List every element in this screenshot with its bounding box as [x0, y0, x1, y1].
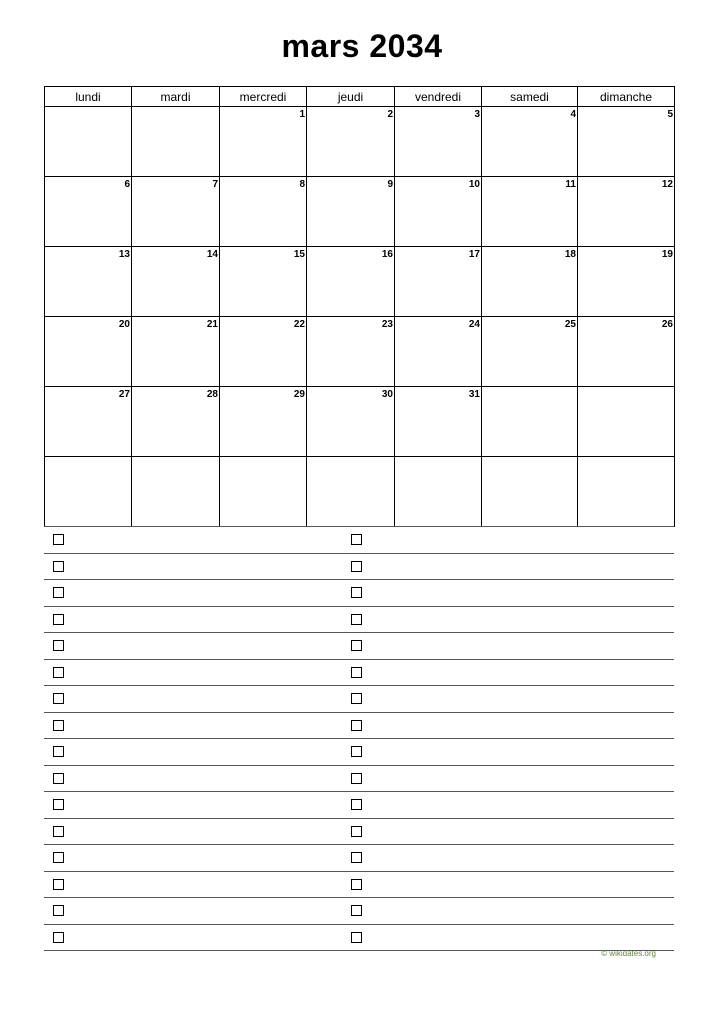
checkbox-icon[interactable]: [53, 667, 64, 678]
weekday-header-dimanche: dimanche: [578, 87, 675, 107]
checkbox-icon[interactable]: [351, 587, 362, 598]
checkbox-icon[interactable]: [351, 826, 362, 837]
day-cell[interactable]: 24: [395, 317, 482, 387]
checkbox-icon[interactable]: [53, 534, 64, 545]
todo-row: [44, 554, 674, 581]
week-row: [45, 107, 675, 177]
week-row: [45, 387, 675, 457]
day-cell[interactable]: 9: [307, 177, 395, 247]
day-cell[interactable]: 22: [220, 317, 307, 387]
day-cell[interactable]: [482, 387, 578, 457]
checkbox-icon[interactable]: [53, 932, 64, 943]
todo-row: [44, 580, 674, 607]
checkbox-icon[interactable]: [53, 773, 64, 784]
day-cell[interactable]: 28: [132, 387, 220, 457]
week-row: [45, 247, 675, 317]
day-cell[interactable]: 6: [45, 177, 132, 247]
todo-row: [44, 607, 674, 634]
day-cell[interactable]: [220, 457, 307, 527]
day-cell[interactable]: 13: [45, 247, 132, 317]
todo-list: [44, 526, 674, 951]
day-cell[interactable]: 4: [482, 107, 578, 177]
day-cell[interactable]: 26: [578, 317, 675, 387]
day-cell[interactable]: 25: [482, 317, 578, 387]
checkbox-icon[interactable]: [351, 932, 362, 943]
checkbox-icon[interactable]: [351, 640, 362, 651]
day-cell[interactable]: 10: [395, 177, 482, 247]
page-title: mars 2034: [281, 28, 443, 64]
day-cell[interactable]: [132, 457, 220, 527]
month-calendar: [44, 86, 675, 527]
checkbox-icon[interactable]: [53, 905, 64, 916]
day-cell[interactable]: 21: [132, 317, 220, 387]
checkbox-icon[interactable]: [351, 561, 362, 572]
day-cell[interactable]: 7: [132, 177, 220, 247]
todo-row: [44, 898, 674, 925]
weekday-header-samedi: samedi: [482, 87, 578, 107]
day-cell[interactable]: 27: [45, 387, 132, 457]
todo-row: [44, 925, 674, 952]
checkbox-icon[interactable]: [351, 667, 362, 678]
day-cell[interactable]: 19: [578, 247, 675, 317]
day-cell[interactable]: 17: [395, 247, 482, 317]
checkbox-icon[interactable]: [53, 720, 64, 731]
checkbox-icon[interactable]: [351, 879, 362, 890]
checkbox-icon[interactable]: [53, 746, 64, 757]
day-cell[interactable]: 29: [220, 387, 307, 457]
day-cell[interactable]: 20: [45, 317, 132, 387]
day-cell[interactable]: 1: [220, 107, 307, 177]
weekday-header-jeudi: jeudi: [307, 87, 395, 107]
checkbox-icon[interactable]: [53, 826, 64, 837]
checkbox-icon[interactable]: [53, 852, 64, 863]
checkbox-icon[interactable]: [351, 614, 362, 625]
calendar-grid: [45, 107, 675, 527]
checkbox-icon[interactable]: [53, 561, 64, 572]
checkbox-icon[interactable]: [351, 720, 362, 731]
day-cell[interactable]: 11: [482, 177, 578, 247]
day-cell[interactable]: 12: [578, 177, 675, 247]
todo-row: [44, 792, 674, 819]
weekday-header-mercredi: mercredi: [220, 87, 307, 107]
weekday-header-mardi: mardi: [132, 87, 220, 107]
checkbox-icon[interactable]: [351, 799, 362, 810]
week-row: [45, 177, 675, 247]
footer-credit: © wikidates.org: [601, 949, 656, 958]
day-cell[interactable]: 8: [220, 177, 307, 247]
todo-row: [44, 686, 674, 713]
weekday-header-vendredi: vendredi: [395, 87, 482, 107]
day-cell[interactable]: [45, 107, 132, 177]
todo-row: [44, 527, 674, 554]
todo-row: [44, 766, 674, 793]
day-cell[interactable]: 14: [132, 247, 220, 317]
day-cell[interactable]: 16: [307, 247, 395, 317]
checkbox-icon[interactable]: [351, 746, 362, 757]
day-cell[interactable]: 31: [395, 387, 482, 457]
weekday-header-row: [45, 87, 675, 107]
day-cell[interactable]: [578, 457, 675, 527]
day-cell[interactable]: [45, 457, 132, 527]
weekday-header-lundi: lundi: [45, 87, 132, 107]
day-cell[interactable]: 3: [395, 107, 482, 177]
day-cell[interactable]: 5: [578, 107, 675, 177]
checkbox-icon[interactable]: [53, 693, 64, 704]
todo-row: [44, 872, 674, 899]
day-cell[interactable]: 18: [482, 247, 578, 317]
checkbox-icon[interactable]: [351, 534, 362, 545]
checkbox-icon[interactable]: [351, 852, 362, 863]
day-cell[interactable]: 2: [307, 107, 395, 177]
week-row: [45, 317, 675, 387]
day-cell[interactable]: [578, 387, 675, 457]
todo-row: [44, 713, 674, 740]
checkbox-icon[interactable]: [351, 693, 362, 704]
checkbox-icon[interactable]: [53, 614, 64, 625]
week-row: [45, 457, 675, 527]
day-cell[interactable]: [307, 457, 395, 527]
todo-row: [44, 633, 674, 660]
day-cell[interactable]: [132, 107, 220, 177]
checkbox-icon[interactable]: [53, 799, 64, 810]
checkbox-icon[interactable]: [53, 587, 64, 598]
todo-row: [44, 660, 674, 687]
day-cell[interactable]: 30: [307, 387, 395, 457]
checkbox-icon[interactable]: [53, 640, 64, 651]
checkbox-icon[interactable]: [351, 773, 362, 784]
todo-row: [44, 845, 674, 872]
day-cell[interactable]: 23: [307, 317, 395, 387]
day-cell[interactable]: 15: [220, 247, 307, 317]
day-cell[interactable]: [482, 457, 578, 527]
day-cell[interactable]: [395, 457, 482, 527]
todo-row: [44, 739, 674, 766]
checkbox-icon[interactable]: [351, 905, 362, 916]
todo-row: [44, 819, 674, 846]
checkbox-icon[interactable]: [53, 879, 64, 890]
